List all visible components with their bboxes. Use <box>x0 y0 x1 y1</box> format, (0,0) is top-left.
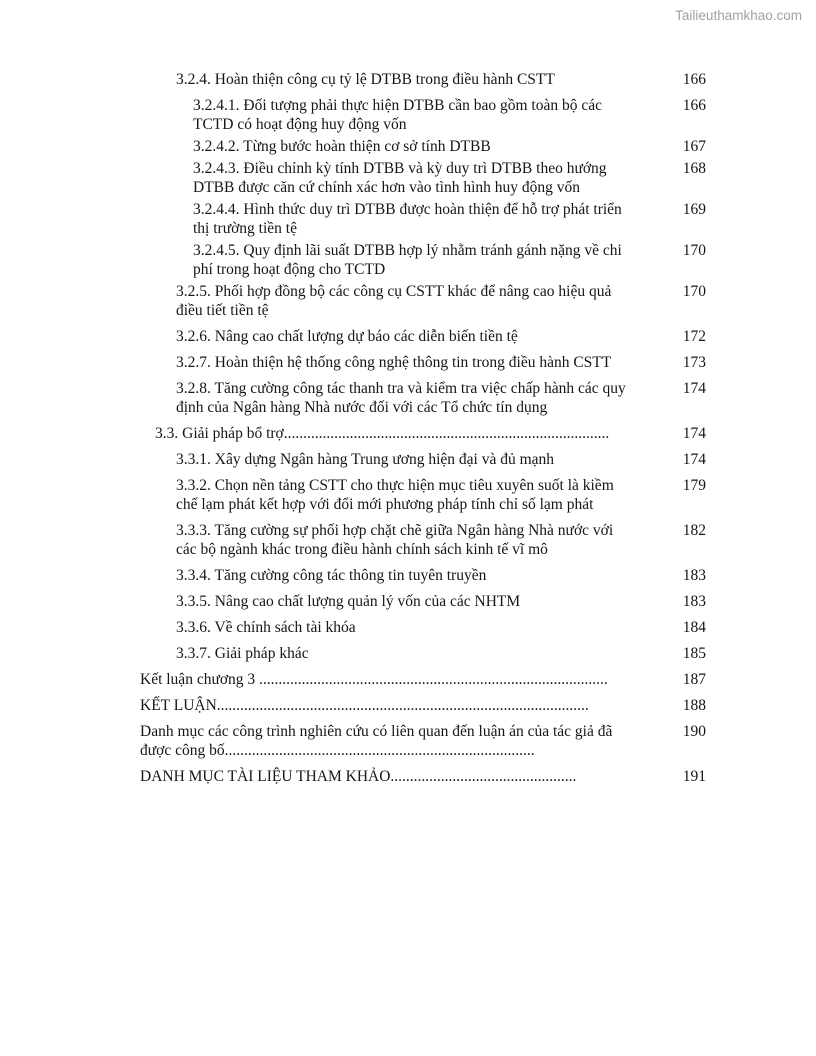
toc-entry <box>140 696 706 715</box>
toc-entry-text: 3.2.7. Hoàn thiện hệ thống công nghệ thông tin trong điều hành CSTT <box>176 354 612 371</box>
toc-entry-text: 3.2.4. Hoàn thiện công cụ tỷ lệ DTBB trong điều hành CSTT <box>176 71 555 88</box>
toc-entry <box>140 200 706 238</box>
toc-entry-text: 3.2.4.5. Quy định lãi suất DTBB hợp lý nhằm tránh gánh nặng về chi phí trong hoạt động cho TCTD <box>193 242 622 278</box>
toc-entry-page: 166 <box>682 97 706 114</box>
toc-entry-text: Kết luận chương 3 .......................................................................................... <box>140 671 608 688</box>
toc-entry-text: 3.3.5. Nâng cao chất lượng quản lý vốn của các NHTM <box>176 593 521 610</box>
toc-entry <box>140 424 706 443</box>
toc-entry <box>140 767 706 786</box>
toc-entry-text: 3.3. Giải pháp bổ trợ.................................................................................... <box>155 425 610 442</box>
toc-entry <box>140 96 706 134</box>
toc-entry-text: 3.3.6. Về chính sách tài khóa <box>176 619 356 636</box>
toc-entry-text: 3.3.3. Tăng cường sự phối hợp chặt chẽ giữa Ngân hàng Nhà nước với các bộ ngành khác trong điều hành chính sách kinh tế vĩ mô <box>176 522 614 558</box>
toc-entry <box>140 327 706 346</box>
watermark: Tailieuthamkhao.com <box>675 8 802 23</box>
toc-entry <box>140 241 706 279</box>
toc-entry-page: 169 <box>682 201 706 218</box>
toc-entry <box>140 476 706 514</box>
toc-entry-text: 3.2.4.2. Từng bước hoàn thiện cơ sở tính DTBB <box>193 138 491 155</box>
toc-entry-page: 173 <box>682 354 706 371</box>
toc-entry-page: 190 <box>682 723 706 740</box>
toc-entry-text: 3.2.4.4. Hình thức duy trì DTBB được hoàn thiện để hỗ trợ phát triển thị trường tiền tệ <box>193 201 622 237</box>
toc-entry <box>140 644 706 663</box>
toc-entry-text: 3.2.4.1. Đối tượng phải thực hiện DTBB cần bao gồm toàn bộ các TCTD có hoạt động huy động vốn <box>193 97 602 133</box>
toc-entry-page: 166 <box>682 71 706 88</box>
toc-entry-text: Danh mục các công trình nghiên cứu có liên quan đến luận án của tác giả đã được công bố................................................................................ <box>140 723 613 759</box>
toc-entry <box>140 521 706 559</box>
toc-entry <box>140 450 706 469</box>
toc-entry <box>140 592 706 611</box>
toc-entry-page: 168 <box>682 160 706 177</box>
toc-entry-page: 170 <box>682 283 706 300</box>
toc-entry <box>140 722 706 760</box>
toc-entry <box>140 379 706 417</box>
toc-entry <box>140 618 706 637</box>
toc-entry <box>140 670 706 689</box>
toc-entry-page: 172 <box>682 328 706 345</box>
toc-entry-text: KẾT LUẬN................................................................................................ <box>140 697 589 714</box>
toc-entry-page: 183 <box>682 567 706 584</box>
toc-entry <box>140 282 706 320</box>
toc-entry-page: 170 <box>682 242 706 259</box>
toc-entry-page: 185 <box>682 645 706 662</box>
toc-entry-page: 184 <box>682 619 706 636</box>
toc-entry-text: 3.3.1. Xây dựng Ngân hàng Trung ương hiện đại và đủ mạnh <box>176 451 555 468</box>
toc-entry-page: 188 <box>682 697 706 714</box>
toc-entry-page: 174 <box>682 380 706 397</box>
toc-entry-text: DANH MỤC TÀI LIỆU THAM KHẢO................................................ <box>140 768 577 785</box>
toc-entry-text: 3.3.4. Tăng cường công tác thông tin tuyên truyền <box>176 567 487 584</box>
toc-entry-text: 3.2.8. Tăng cường công tác thanh tra và kiểm tra việc chấp hành các quy định của Ngân hàng Nhà nước đối với các Tổ chức tín dụng <box>176 380 626 416</box>
toc-entry <box>140 159 706 197</box>
toc-entry <box>140 70 706 89</box>
toc-entry <box>140 566 706 585</box>
toc-entry-page: 183 <box>682 593 706 610</box>
toc-entry-page: 179 <box>682 477 706 494</box>
toc-entry-page: 174 <box>682 451 706 468</box>
toc-entry-page: 191 <box>682 768 706 785</box>
toc-entry-page: 187 <box>682 671 706 688</box>
toc-entry-text: 3.3.2. Chọn nền tảng CSTT cho thực hiện mục tiêu xuyên suốt là kiềm chế lạm phát kết hợp với đổi mới phương pháp tính chỉ số lạm phát <box>176 477 614 513</box>
toc-entry-text: 3.2.4.3. Điều chỉnh kỳ tính DTBB và kỳ duy trì DTBB theo hướng DTBB được căn cứ chính xác hơn vào tình hình huy động vốn <box>193 160 607 196</box>
toc-entry-text: 3.2.6. Nâng cao chất lượng dự báo các diễn biến tiền tệ <box>176 328 518 345</box>
toc-entry-page: 167 <box>682 138 706 155</box>
toc-entry <box>140 353 706 372</box>
toc-entry-text: 3.2.5. Phối hợp đồng bộ các công cụ CSTT khác để nâng cao hiệu quả điều tiết tiền tệ <box>176 283 612 319</box>
toc-entry <box>140 137 706 156</box>
toc-entry-text: 3.3.7. Giải pháp khác <box>176 645 309 662</box>
toc-entry-page: 182 <box>682 522 706 539</box>
toc-entry-page: 174 <box>682 425 706 442</box>
